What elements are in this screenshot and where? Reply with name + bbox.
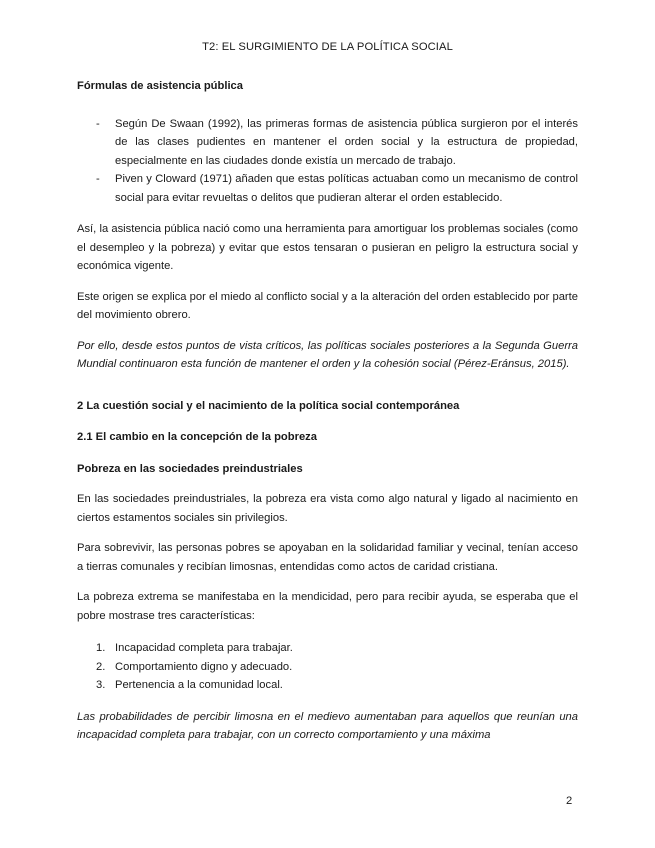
heading-preindustrial: Pobreza en las sociedades preindustriales bbox=[77, 462, 303, 475]
list-number: 1. bbox=[96, 642, 106, 654]
paragraph-asi: Así, la asistencia pública nació como una herramienta para amortiguar los problemas sociales (como el desempleo y la pobreza) y evitar que estos tensaran o pusieran en peligro la estructura social y económica vigente. bbox=[77, 223, 578, 272]
list-item-text: Pertenencia a la comunidad local. bbox=[115, 679, 283, 691]
paragraph-origen: Este origen se explica por el miedo al conflicto social y a la alteración del orden establecido por parte del movimiento obrero. bbox=[77, 290, 578, 321]
list-item-text: Comportamiento digno y adecuado. bbox=[115, 660, 293, 673]
list-item-text: Según De Swaan (1992), las primeras formas de asistencia pública surgieron por el interés de las clases pudientes en mantener el orden social y la estructura de propiedad, especialmente en las ciudades donde existía un mercado de trabajo. bbox=[115, 117, 578, 167]
page-content bbox=[77, 77, 578, 745]
paragraph-probabilidades: Las probabilidades de percibir limosna en el medievo aumentaban para aquellos que reunían una incapacidad completa para trabajar, con un correcto comportamiento y una máxima bbox=[77, 710, 578, 741]
heading-formulas: Fórmulas de asistencia pública bbox=[77, 80, 244, 92]
list-item-text: Incapacidad completa para trabajar. bbox=[115, 642, 293, 654]
paragraph-por-ello: Por ello, desde estos puntos de vista críticos, las políticas sociales posteriores a la Segunda Guerra Mundial continuaron esta función de mantener el orden y la cohesión social (Pérez-Eránsus, 2015). bbox=[77, 339, 578, 370]
list-number: 3. bbox=[96, 679, 106, 691]
list-item bbox=[77, 170, 578, 207]
characteristics-list bbox=[77, 639, 578, 695]
paragraph-mendicidad: La pobreza extrema se manifestaba en la mendicidad, pero para recibir ayuda, se esperaba que el pobre mostrase tres características: bbox=[77, 591, 578, 622]
page-number: 2 bbox=[566, 795, 573, 807]
page-header: T2: EL SURGIMIENTO DE LA POLÍTICA SOCIAL bbox=[202, 41, 453, 53]
list-item bbox=[77, 676, 578, 695]
heading-section-2-1: 2.1 El cambio en la concepción de la pobreza bbox=[77, 431, 317, 443]
list-item-text: Piven y Cloward (1971) añaden que estas políticas actuaban como un mecanismo de control social para evitar revueltas o delitos que pudieran alterar el orden establecido. bbox=[115, 173, 578, 204]
dash-bullet: - bbox=[96, 117, 100, 130]
paragraph-preindustrial: En las sociedades preindustriales, la pobreza era vista como algo natural y ligado al nacimiento en ciertos estamentos sociales sin privilegios. bbox=[77, 493, 578, 524]
list-item bbox=[77, 115, 578, 171]
list-item bbox=[77, 658, 578, 677]
paragraph-sobrevivir: Para sobrevivir, las personas pobres se apoyaban en la solidaridad familiar y vecinal, tenían acceso a tierras comunales y recibían limosnas, entendidas como actos de caridad cristiana. bbox=[77, 542, 578, 573]
list-item bbox=[77, 639, 578, 658]
heading-section-2: 2 La cuestión social y el nacimiento de la política social contemporánea bbox=[77, 399, 460, 412]
list-number: 2. bbox=[96, 660, 106, 673]
formulas-list bbox=[77, 115, 578, 208]
dash-bullet: - bbox=[96, 173, 100, 185]
